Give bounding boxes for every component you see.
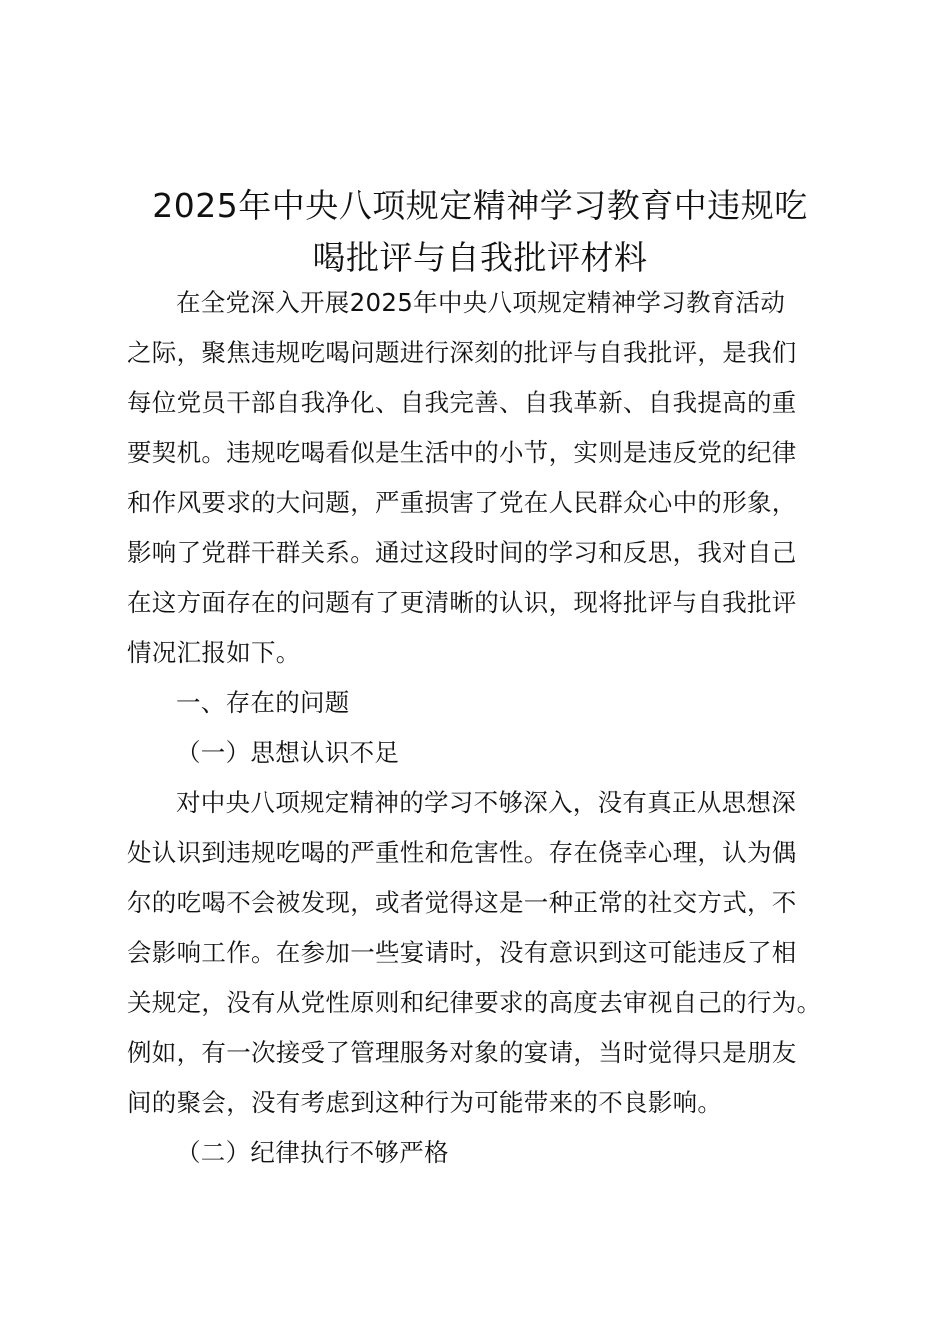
section-heading: 一、存在的问题 [176, 688, 350, 717]
body-line: 关规定，没有从党性原则和纪律要求的高度去审视自己的行为。 [127, 988, 822, 1017]
body-line: 在这方面存在的问题有了更清晰的认识，现将批评与自我批评 [127, 588, 797, 617]
subsection-heading: （二）纪律执行不够严格 [176, 1138, 449, 1167]
subsection-heading: （一）思想认识不足 [176, 738, 400, 767]
body-line: 会影响工作。在参加一些宴请时，没有意识到这可能违反了相 [127, 938, 797, 967]
document-title [120, 180, 840, 284]
body-line: 尔的吃喝不会被发现，或者觉得这是一种正常的社交方式，不 [127, 888, 797, 917]
body-line: 在全党深入开展2025年中央八项规定精神学习教育活动 [176, 288, 786, 317]
title-line-2: 喝批评与自我批评材料 [312, 238, 648, 277]
body-line: 要契机。违规吃喝看似是生活中的小节，实则是违反党的纪律 [127, 438, 797, 467]
body-line: 和作风要求的大问题，严重损害了党在人民群众心中的形象， [127, 488, 797, 517]
title-line-1: 2025年中央八项规定精神学习教育中违规吃 [152, 186, 808, 225]
body-line: 情况汇报如下。 [127, 638, 301, 667]
body-line: 影响了党群干群关系。通过这段时间的学习和反思，我对自己 [127, 538, 797, 567]
body-line: 例如，有一次接受了管理服务对象的宴请，当时觉得只是朋友 [127, 1038, 797, 1067]
body-line: 之际，聚焦违规吃喝问题进行深刻的批评与自我批评，是我们 [127, 338, 797, 367]
body-line: 间的聚会，没有考虑到这种行为可能带来的不良影响。 [127, 1088, 723, 1117]
body-line: 处认识到违规吃喝的严重性和危害性。存在侥幸心理，认为偶 [127, 838, 797, 867]
body-line: 每位党员干部自我净化、自我完善、自我革新、自我提高的重 [127, 388, 797, 417]
body-line: 对中央八项规定精神的学习不够深入，没有真正从思想深 [176, 788, 796, 817]
